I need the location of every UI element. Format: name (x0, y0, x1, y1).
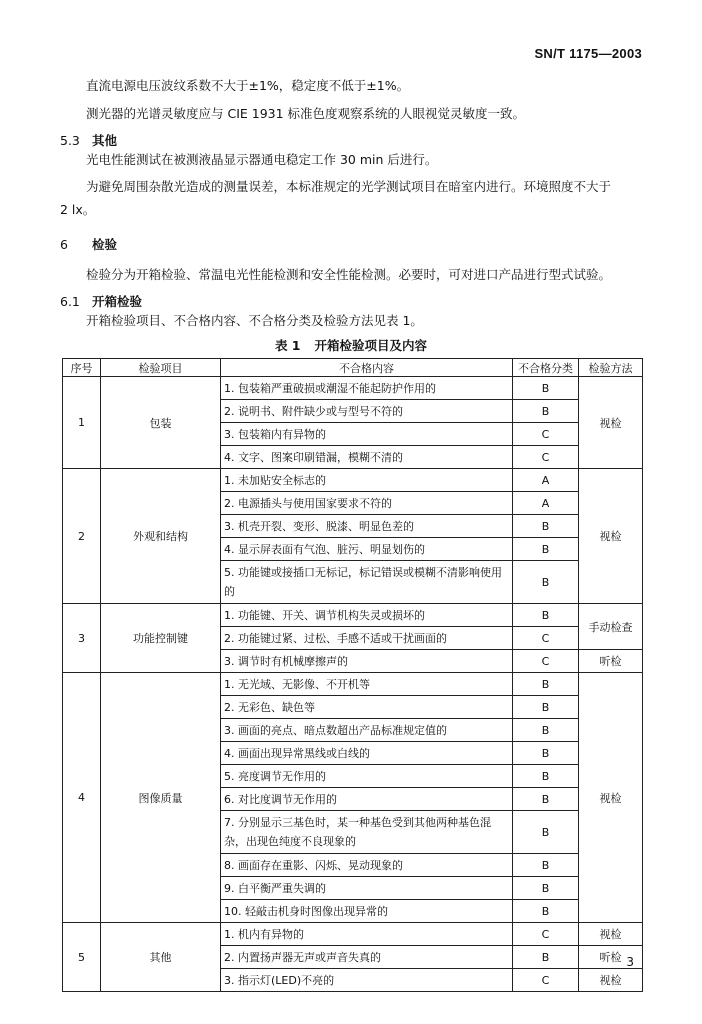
cell-content: 1. 机内有异物的 (221, 923, 513, 946)
cell-content: 6. 对比度调节无作用的 (221, 788, 513, 811)
cell-content: 9. 白平衡严重失调的 (221, 877, 513, 900)
header-class: 不合格分类 (513, 359, 579, 377)
cell-class: C (513, 423, 579, 446)
cell-class: B (513, 377, 579, 400)
cell-class: B (513, 900, 579, 923)
cell-class: C (513, 923, 579, 946)
cell-content: 5. 功能键或接插口无标记，标记错误或模糊不清影响使用的 (221, 561, 513, 604)
cell-method: 视检 (579, 377, 643, 469)
inspection-table (62, 358, 643, 992)
cell-content: 8. 画面存在重影、闪烁、晃动现象的 (221, 854, 513, 877)
cell-content: 3. 机壳开裂、变形、脱漆、明显色差的 (221, 515, 513, 538)
header-no: 序号 (63, 359, 101, 377)
cell-class: B (513, 604, 579, 627)
paragraph-table-ref: 开箱检验项目、不合格内容、不合格分类及检验方法见表 1。 (86, 313, 423, 328)
cell-class: B (513, 946, 579, 969)
section-title: 开箱检验 (92, 294, 143, 309)
section-number: 5.3 (60, 133, 80, 148)
table-row (63, 673, 643, 696)
cell-content: 4. 画面出现异常黑线或白线的 (221, 742, 513, 765)
paragraph-ripple: 直流电源电压波纹系数不大于±1%，稳定度不低于±1%。 (86, 78, 410, 93)
cell-class: B (513, 673, 579, 696)
cell-content: 2. 功能键过紧、过松、手感不适或干扰画面的 (221, 627, 513, 650)
cell-method: 视检 (579, 673, 643, 923)
cell-content: 2. 内置扬声器无声或声音失真的 (221, 946, 513, 969)
section-heading-6 (60, 235, 117, 253)
cell-content: 4. 显示屏表面有气泡、脏污、明显划伤的 (221, 538, 513, 561)
cell-class: B (513, 811, 579, 854)
cell-class: C (513, 627, 579, 650)
document-code: SN/T 1175—2003 (534, 46, 642, 61)
cell-class: B (513, 719, 579, 742)
cell-content: 1. 无光域、无影像、不开机等 (221, 673, 513, 696)
header-method: 检验方法 (579, 359, 643, 377)
table-row (63, 377, 643, 400)
cell-item: 外观和结构 (101, 469, 221, 604)
cell-content: 4. 文字、图案印刷错漏，模糊不清的 (221, 446, 513, 469)
cell-content: 2. 说明书、附件缺少或与型号不符的 (221, 400, 513, 423)
section-title: 检验 (92, 237, 118, 252)
cell-content: 5. 亮度调节无作用的 (221, 765, 513, 788)
cell-class: C (513, 446, 579, 469)
cell-class: C (513, 650, 579, 673)
cell-item: 图像质量 (101, 673, 221, 923)
cell-content: 1. 包装箱严重破损或潮湿不能起防护作用的 (221, 377, 513, 400)
section-heading-6-1 (60, 292, 142, 310)
table-header-row (63, 359, 643, 377)
cell-item: 包装 (101, 377, 221, 469)
table-caption-number: 表 1 (274, 338, 301, 353)
cell-method: 听检 (579, 946, 643, 969)
paragraph-photometer: 测光器的光谱灵敏度应与 CIE 1931 标准色度观察系统的人眼视觉灵敏度一致。 (86, 106, 526, 121)
cell-content: 1. 未加贴安全标志的 (221, 469, 513, 492)
cell-class: C (513, 969, 579, 992)
cell-class: B (513, 788, 579, 811)
cell-class: B (513, 400, 579, 423)
cell-no: 4 (63, 673, 101, 923)
cell-item: 功能控制键 (101, 604, 221, 673)
cell-no: 1 (63, 377, 101, 469)
cell-content: 3. 包装箱内有异物的 (221, 423, 513, 446)
cell-method: 手动检查 (579, 604, 643, 650)
page-number: 3 (626, 955, 634, 969)
table-caption-title: 开箱检验项目及内容 (314, 338, 428, 353)
cell-method: 视检 (579, 469, 643, 604)
cell-class: B (513, 538, 579, 561)
paragraph-darkroom: 为避免周围杂散光造成的测量误差，本标准规定的光学测试项目在暗室内进行。环境照度不大于 (86, 179, 612, 194)
cell-content: 10. 轻敲击机身时图像出现异常的 (221, 900, 513, 923)
cell-item: 其他 (101, 923, 221, 992)
cell-method: 视检 (579, 969, 643, 992)
table-caption (0, 336, 702, 354)
cell-content: 2. 无彩色、缺色等 (221, 696, 513, 719)
cell-no: 3 (63, 604, 101, 673)
table-row (63, 469, 643, 492)
paragraph-darkroom-cont: 2 lx。 (60, 202, 96, 217)
cell-content: 3. 指示灯(LED)不亮的 (221, 969, 513, 992)
section-number: 6.1 (60, 294, 80, 309)
cell-class: B (513, 515, 579, 538)
cell-content: 2. 电源插头与使用国家要求不符的 (221, 492, 513, 515)
section-heading-5-3 (60, 131, 117, 149)
table-row (63, 923, 643, 946)
paragraph-warmup: 光电性能测试在被测液晶显示器通电稳定工作 30 min 后进行。 (86, 152, 438, 167)
cell-class: B (513, 742, 579, 765)
cell-no: 5 (63, 923, 101, 992)
cell-class: A (513, 469, 579, 492)
cell-content: 3. 画面的亮点、暗点数超出产品标准规定值的 (221, 719, 513, 742)
cell-class: B (513, 696, 579, 719)
cell-class: B (513, 877, 579, 900)
section-title: 其他 (92, 133, 118, 148)
cell-method: 听检 (579, 650, 643, 673)
cell-class: B (513, 765, 579, 788)
header-content: 不合格内容 (221, 359, 513, 377)
table-row (63, 604, 643, 627)
cell-class: B (513, 561, 579, 604)
header-item: 检验项目 (101, 359, 221, 377)
cell-content: 7. 分别显示三基色时，某一种基色受到其他两种基色混杂，出现色纯度不良现象的 (221, 811, 513, 854)
cell-method: 视检 (579, 923, 643, 946)
cell-class: B (513, 854, 579, 877)
cell-content: 3. 调节时有机械摩擦声的 (221, 650, 513, 673)
cell-no: 2 (63, 469, 101, 604)
section-number: 6 (60, 237, 68, 252)
cell-content: 1. 功能键、开关、调节机构失灵或损坏的 (221, 604, 513, 627)
paragraph-inspection: 检验分为开箱检验、常温电光性能检测和安全性能检测。必要时，可对进口产品进行型式试验。 (86, 267, 612, 282)
cell-class: A (513, 492, 579, 515)
